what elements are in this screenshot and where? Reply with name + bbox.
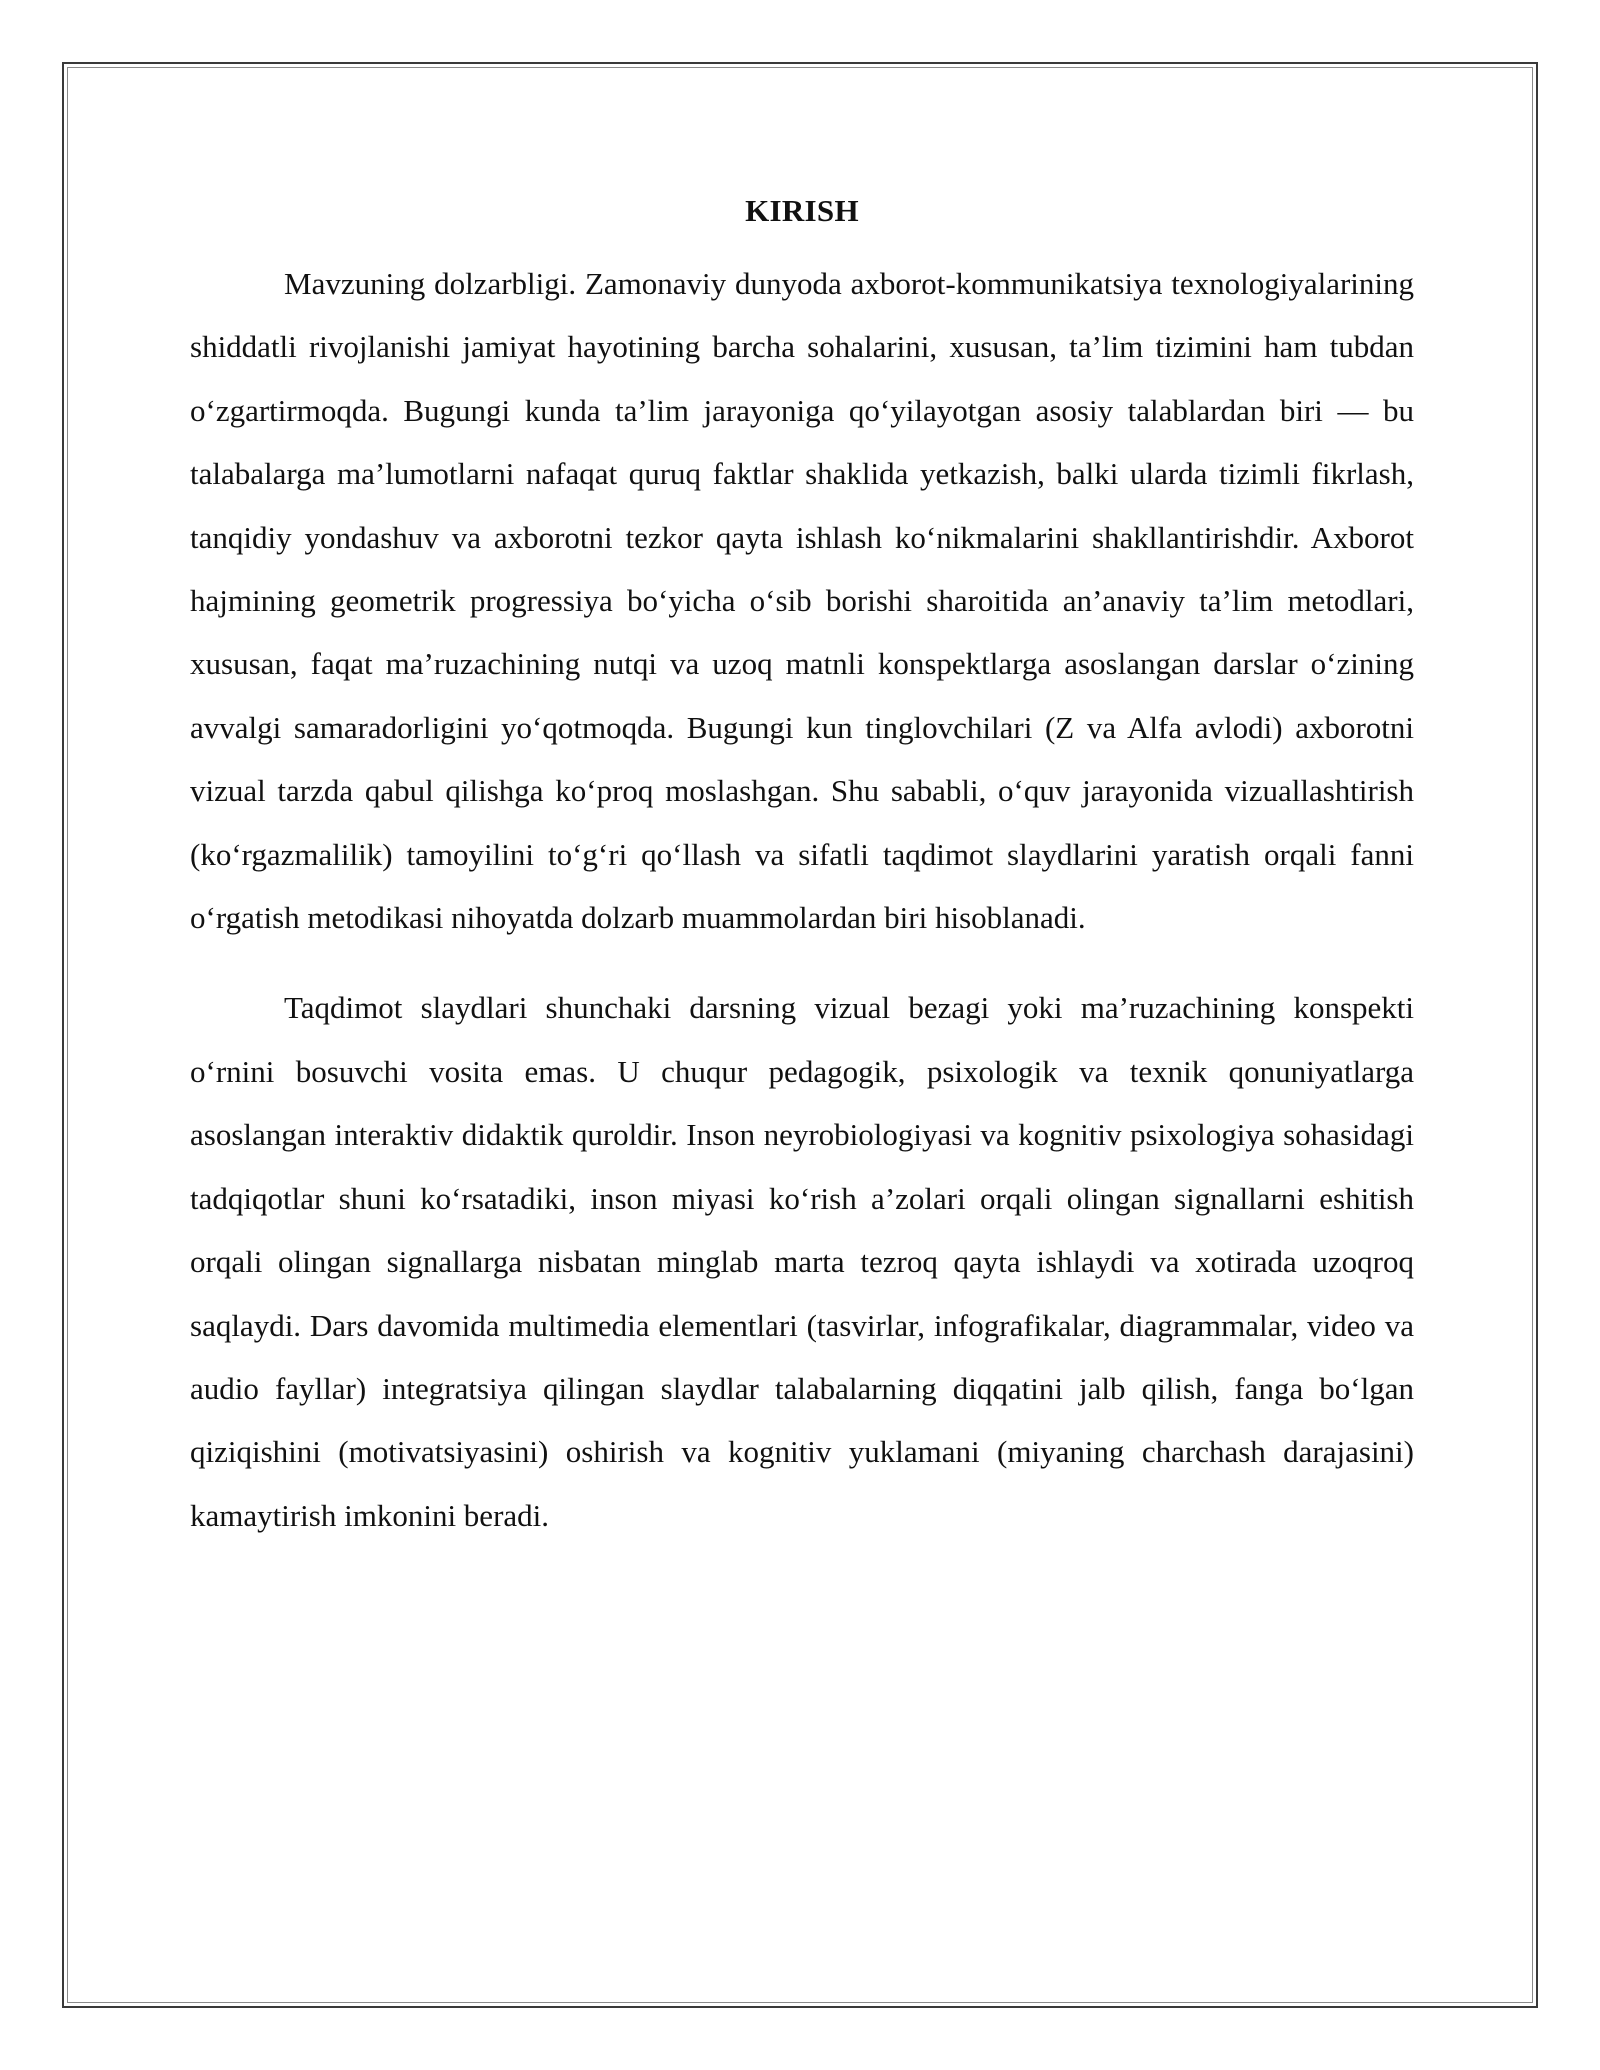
paragraph-presentation-slides: Taqdimot slaydlari shunchaki darsning vizual bezagi yoki ma’ruzachining konspekti o‘rnini bosuvchi vosita emas. U chuqur pedagogik, psixologik va texnik qonuniyatlarga asoslangan interaktiv didaktik quroldir. Inson neyrobiologiyasi va kognitiv psixologiya sohasidagi tadqiqotlar shuni ko‘rsatadiki, inson miyasi ko‘rish a’zolari orqali olingan signallarni eshitish orqali olingan signallarga nisbatan minglab marta tezroq qayta ishlaydi va xotirada uzoqroq saqlaydi. Dars davomida multimedia elementlari (tasvirlar, infografikalar, diagrammalar, video va audio fayllar) integratsiya qilingan slaydlar talabalarning diqqatini jalb qilish, fanga bo‘lgan qiziqishini (motivatsiyasini) oshirish va kognitiv yuklamani (miyaning charchash darajasini) kamaytirish imkonini beradi. <box>190 990 1414 1533</box>
paragraph-relevance: Mavzuning dolzarbligi. Zamonaviy dunyoda axborot-kommunikatsiya texnologiyalarining shiddatli rivojlanishi jamiyat hayotining barcha sohalarini, xususan, ta’lim tizimini ham tubdan o‘zgartirmoqda. Bugungi kunda ta’lim jarayoniga qo‘yilayotgan asosiy talablardan biri — bu talabalarga ma’lumotlarni nafaqat quruq faktlar shaklida yetkazish, balki ularda tizimli fikrlash, tanqidiy yondashuv va axborotni tezkor qayta ishlash ko‘nikmalarini shakllantirishdir. Axborot hajmining geometrik progressiya bo‘yicha o‘sib borishi sharoitida an’anaviy ta’lim metodlari, xususan, faqat ma’ruzachining nutqi va uzoq matnli konspektlarga asoslangan darslar o‘zining avvalgi samaradorligini yo‘qotmoqda. Bugungi kun tinglovchilari (Z va Alfa avlodi) axborotni vizual tarzda qabul qilishga ko‘proq moslashgan. Shu sababli, o‘quv jarayonida vizuallashtirish (ko‘rgazmalilik) tamoyilini to‘g‘ri qo‘llash va sifatli taqdimot slaydlarini yaratish orqali fanni o‘rgatish metodikasi nihoyatda dolzarb muammolardan biri hisoblanadi. <box>190 266 1414 936</box>
document-title: KIRISH <box>745 193 859 228</box>
document-body <box>190 188 1414 1547</box>
